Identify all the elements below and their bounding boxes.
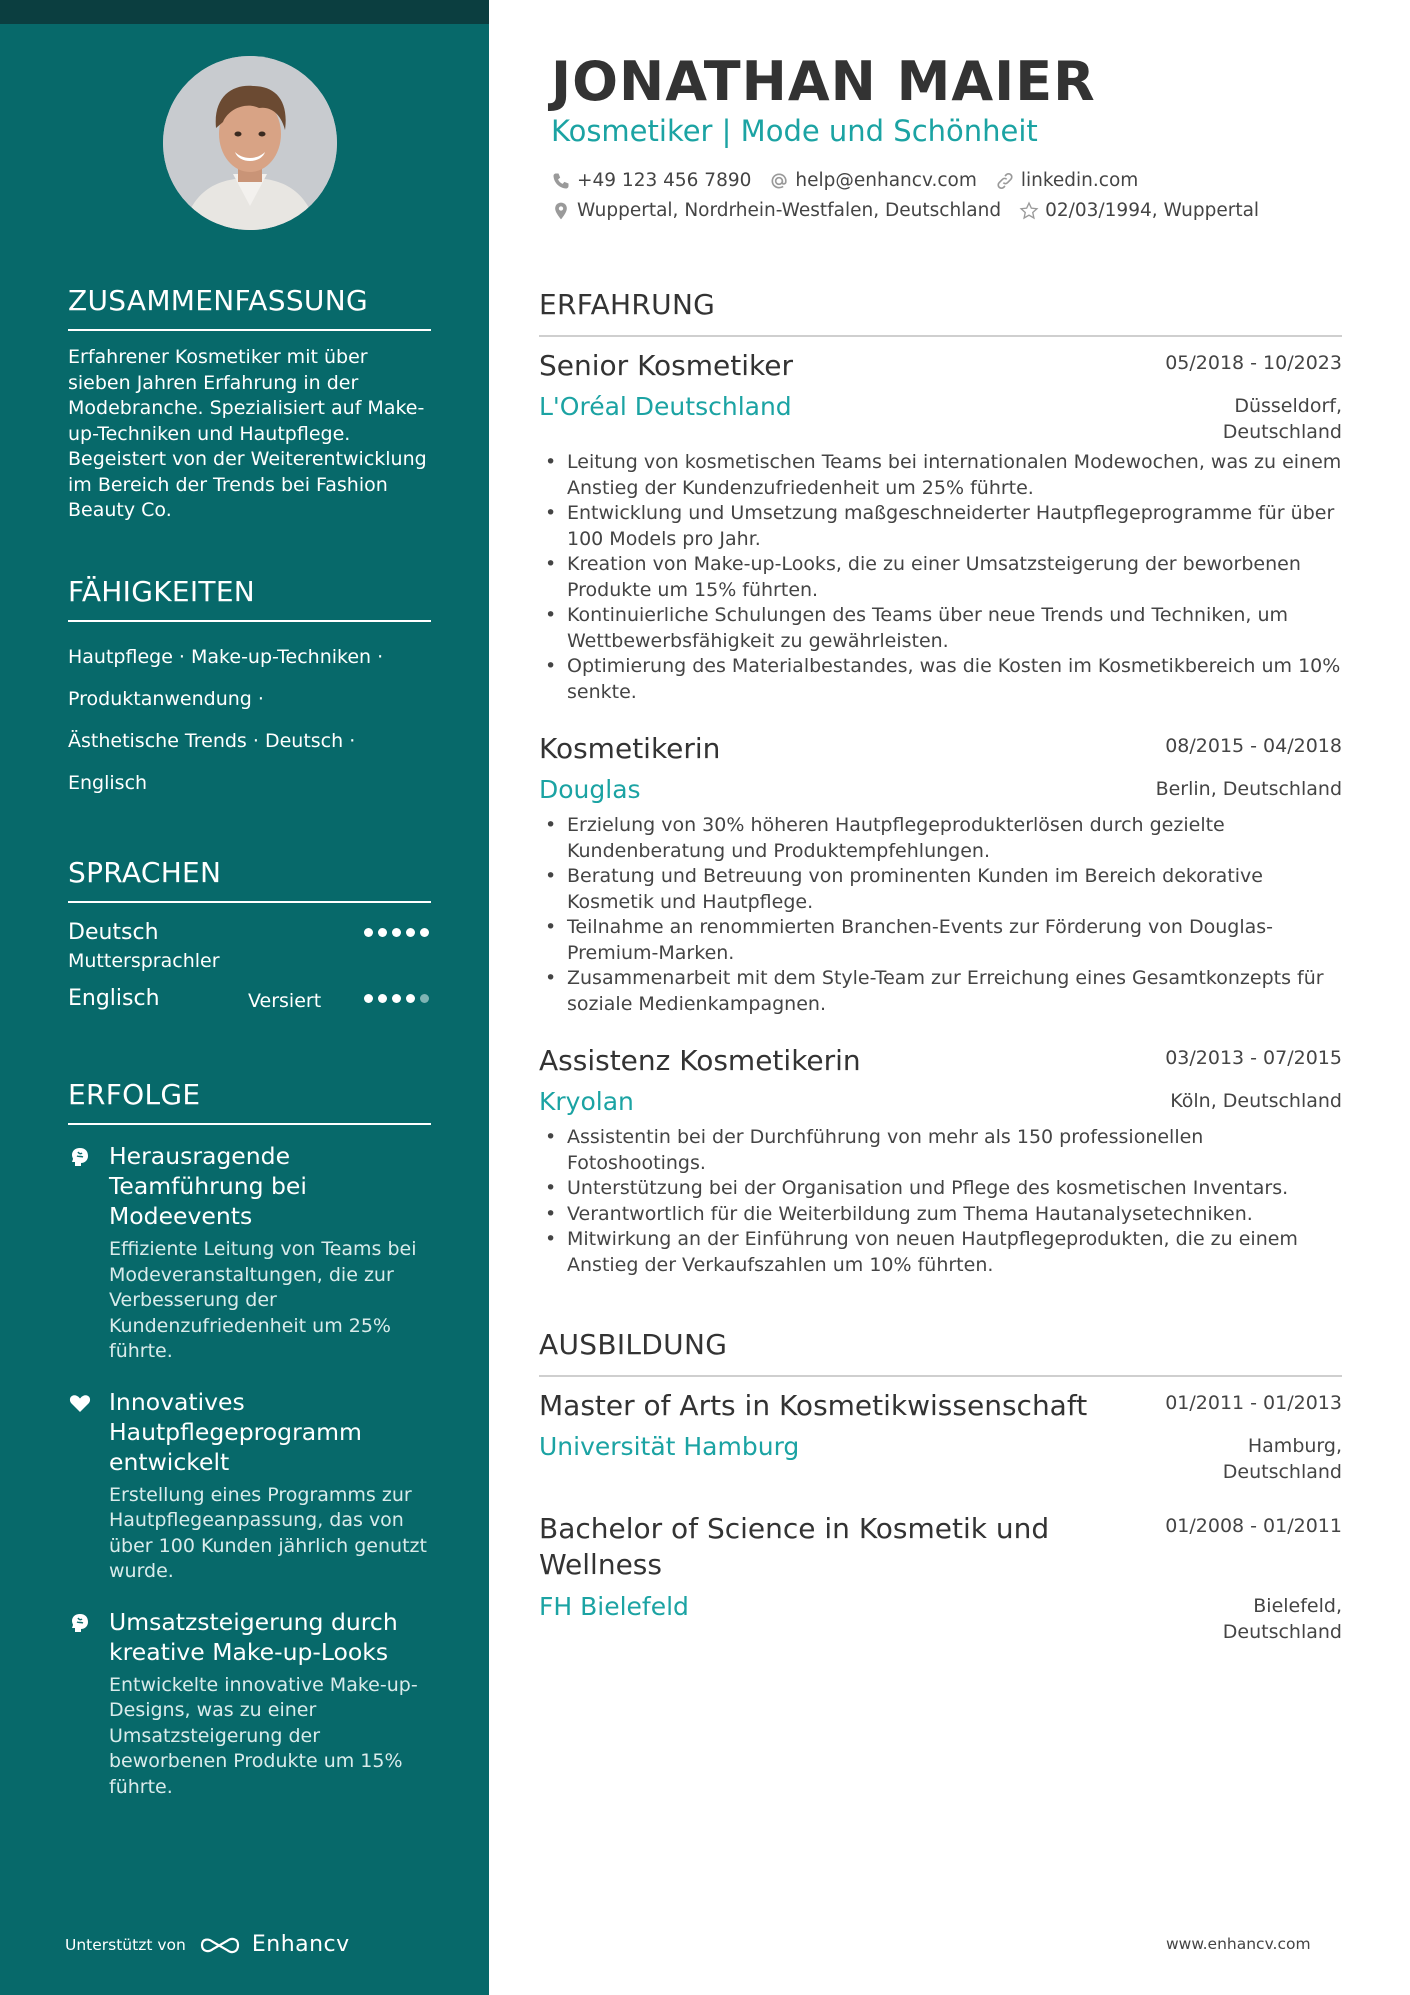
experience-heading: ERFAHRUNG <box>539 288 1342 337</box>
job-title: Assistenz Kosmetikerin <box>539 1044 861 1077</box>
contact-row-1 <box>551 170 1138 191</box>
achievement-desc: Entwickelte innovative Make-up-Designs, was zu einer Umsatzsteigerung der beworbenen Produkte um 15% führte. <box>109 1673 418 1798</box>
language-name: Englisch <box>68 986 160 1011</box>
footer-url[interactable]: www.enhancv.com <box>1166 1935 1311 1953</box>
powered-by <box>65 1932 350 1957</box>
heart-icon <box>68 1391 92 1415</box>
profile-photo <box>163 56 337 230</box>
rating-dot <box>392 994 401 1003</box>
skills-heading: FÄHIGKEITEN <box>68 575 431 622</box>
company-name: Kryolan <box>539 1087 634 1116</box>
degree-title: Master of Arts in Kosmetikwissenschaft <box>539 1389 1088 1422</box>
at-icon <box>769 171 789 191</box>
language-level: Muttersprachler <box>68 950 220 972</box>
job-dates: 08/2015 - 04/2018 <box>1165 735 1342 757</box>
language-item <box>68 919 431 983</box>
infinity-icon <box>198 1934 242 1956</box>
education-dates: 01/2008 - 01/2011 <box>1165 1515 1342 1537</box>
rating-dot-empty <box>420 994 429 1003</box>
skill-item: Make-up-Techniken <box>191 646 372 668</box>
language-level: Versiert <box>248 990 322 1012</box>
summary-heading: ZUSAMMENFASSUNG <box>68 284 431 331</box>
skills-section <box>68 575 431 804</box>
language-rating <box>364 928 429 937</box>
job-dates: 03/2013 - 07/2015 <box>1165 1047 1342 1069</box>
bullet-item: • Mitwirkung an der Einführung von neuen Hautpflegeprodukten, die zu einem Anstieg der Verkaufszahlen um 10% führten. <box>539 1227 1342 1278</box>
languages-section <box>68 856 431 1049</box>
language-item <box>68 985 431 1049</box>
sidebar-top-bar <box>0 0 489 24</box>
experience-section <box>539 288 1342 337</box>
rating-dot <box>406 994 415 1003</box>
skill-item: Deutsch <box>264 730 344 752</box>
achievement-title: Innovatives Hautpflegeprogramm entwickelt <box>109 1387 362 1476</box>
achievements-heading: ERFOLGE <box>68 1078 431 1125</box>
job-title: Senior Kosmetiker <box>539 349 793 382</box>
job-location-line: Düsseldorf, <box>1234 395 1342 417</box>
school-location-line: Hamburg, <box>1247 1435 1342 1457</box>
rating-dot <box>364 994 373 1003</box>
job-location <box>1223 394 1342 445</box>
birth-item <box>1019 200 1259 221</box>
candidate-name: JONATHAN MAIER <box>551 50 1096 113</box>
achievement-desc: Erstellung eines Programms zur Hautpflegeanpassung, das von über 100 Kunden jährlich genutzt wurde. <box>109 1483 427 1582</box>
job-dates: 05/2018 - 10/2023 <box>1165 352 1342 374</box>
phone-text: +49 123 456 7890 <box>577 170 752 191</box>
school-location <box>1223 1594 1342 1645</box>
job-bullets <box>539 813 1342 1017</box>
company-name: L'Oréal Deutschland <box>539 392 792 421</box>
bullet-item: • Entwicklung und Umsetzung maßgeschneiderter Hautpflegeprogramme für über 100 Models pro Jahr. <box>539 501 1342 552</box>
achievement-item <box>68 1607 431 1801</box>
bullet-item: • Beratung und Betreuung von prominenten Kunden im Bereich dekorative Kosmetik und Hautpflege. <box>539 864 1342 915</box>
skills-list: Hautpflege · Make-up-Techniken · Produktanwendung · Ästhetische Trends · Deutsch · Englisch <box>68 646 384 794</box>
school-location <box>1223 1434 1342 1485</box>
achievement-item <box>68 1141 431 1365</box>
bullet-item: • Zusammenarbeit mit dem Style-Team zur Erreichung eines Gesamtkonzepts für soziale Medienkampagnen. <box>539 966 1342 1017</box>
bullet-item: • Kreation von Make-up-Looks, die zu einer Umsatzsteigerung der beworbenen Produkte um 15% führten. <box>539 552 1342 603</box>
linkedin-text: linkedin.com <box>1020 170 1139 191</box>
language-name: Deutsch <box>68 920 159 945</box>
job-location-line: Köln, Deutschland <box>1170 1090 1342 1112</box>
linkedin-item[interactable] <box>995 170 1138 191</box>
bullet-item: • Kontinuierliche Schulungen des Teams über neue Trends und Techniken, um Wettbewerbsfähigkeit zu gewährleisten. <box>539 603 1342 654</box>
company-name: Douglas <box>539 775 641 804</box>
skill-item: Ästhetische Trends <box>68 730 247 752</box>
rating-dot <box>364 928 373 937</box>
link-icon <box>995 171 1015 191</box>
email-text: help@enhancv.com <box>795 170 977 191</box>
school-name: FH Bielefeld <box>539 1592 689 1621</box>
star-icon <box>1019 201 1039 221</box>
birth-text: 02/03/1994, Wuppertal <box>1045 200 1260 221</box>
achievement-title: Herausragende Teamführung bei Modeevents <box>109 1142 307 1230</box>
bullet-item: • Optimierung des Materialbestandes, was die Kosten im Kosmetikbereich um 10% senkte. <box>539 654 1342 705</box>
rating-dot <box>378 928 387 937</box>
phone-icon <box>551 171 571 191</box>
sidebar <box>0 0 489 1995</box>
school-location-line: Deutschland <box>1222 1620 1342 1643</box>
main-content <box>539 0 1342 1995</box>
job-bullets <box>539 450 1342 705</box>
job-location-line: Deutschland <box>1222 420 1342 443</box>
bullet-item: • Unterstützung bei der Organisation und Pflege des kosmetischen Inventars. <box>539 1176 1342 1202</box>
degree-title: Bachelor of Science in Kosmetik und Wellness <box>539 1512 1050 1581</box>
location-text: Wuppertal, Nordrhein-Westfalen, Deutschland <box>577 200 1002 221</box>
contact-row-2 <box>551 200 1259 221</box>
rating-dot <box>392 928 401 937</box>
summary-text: Erfahrener Kosmetiker mit über sieben Jahren Erfahrung in der Modebranche. Spezialisiert auf Make-up-Techniken und Hautpflege. Begeistert von der Weiterentwicklung im Bereich der Trends bei Fashion Beauty Co. <box>68 346 427 521</box>
rating-dot <box>378 994 387 1003</box>
bullet-item: • Leitung von kosmetischen Teams bei internationalen Modewochen, was zu einem Anstieg der Kundenzufriedenheit um 25% führte. <box>539 450 1342 501</box>
job-location-line: Berlin, Deutschland <box>1155 778 1342 800</box>
skill-item: Englisch <box>68 772 148 794</box>
map-pin-icon <box>551 201 571 221</box>
bullet-item: • Verantwortlich für die Weiterbildung zum Thema Hautanalysetechniken. <box>539 1202 1342 1228</box>
education-section <box>539 1328 1342 1377</box>
bullet-item: • Assistentin bei der Durchführung von mehr als 150 professionellen Fotoshootings. <box>539 1125 1342 1176</box>
job-location <box>1170 1089 1342 1115</box>
languages-heading: SPRACHEN <box>68 856 431 903</box>
achievement-desc: Effiziente Leitung von Teams bei Modeveranstaltungen, die zur Verbesserung der Kundenzufriedenheit um 25% führte. <box>109 1238 417 1362</box>
school-name: Universität Hamburg <box>539 1432 800 1461</box>
skill-item: Produktanwendung <box>68 688 252 710</box>
education-heading: AUSBILDUNG <box>539 1328 1342 1377</box>
school-location-line: Deutschland <box>1222 1460 1342 1483</box>
skill-item: Hautpflege <box>68 646 173 668</box>
powered-by-label: Unterstützt von <box>65 1935 186 1954</box>
enhancv-logo[interactable] <box>198 1932 350 1957</box>
job-bullets <box>539 1125 1342 1278</box>
education-dates: 01/2011 - 01/2013 <box>1165 1392 1342 1414</box>
achievement-title: Umsatzsteigerung durch kreative Make-up-Looks <box>109 1607 398 1666</box>
language-rating <box>364 994 429 1003</box>
bullet-item: • Erzielung von 30% höheren Hautpflegeprodukterlösen durch gezielte Kundenberatung und Produktempfehlungen. <box>539 813 1342 864</box>
job-location <box>1156 777 1342 803</box>
phone-item[interactable] <box>551 170 751 191</box>
email-item[interactable] <box>769 170 976 191</box>
achievement-item <box>68 1387 431 1585</box>
school-location-line: Bielefeld, <box>1253 1595 1342 1617</box>
location-item <box>551 200 1001 221</box>
job-title: Kosmetikerin <box>539 732 721 765</box>
brain-icon <box>68 1611 92 1635</box>
summary-section <box>68 284 431 524</box>
rating-dot <box>406 928 415 937</box>
brain-icon <box>68 1145 92 1169</box>
brand-name: Enhancv <box>251 1932 350 1957</box>
rating-dot <box>420 928 429 937</box>
bullet-item: • Teilnahme an renommierten Branchen-Events zur Förderung von Douglas-Premium-Marken. <box>539 915 1342 966</box>
achievements-section <box>68 1078 431 1822</box>
candidate-role: Kosmetiker | Mode und Schönheit <box>551 114 1038 148</box>
